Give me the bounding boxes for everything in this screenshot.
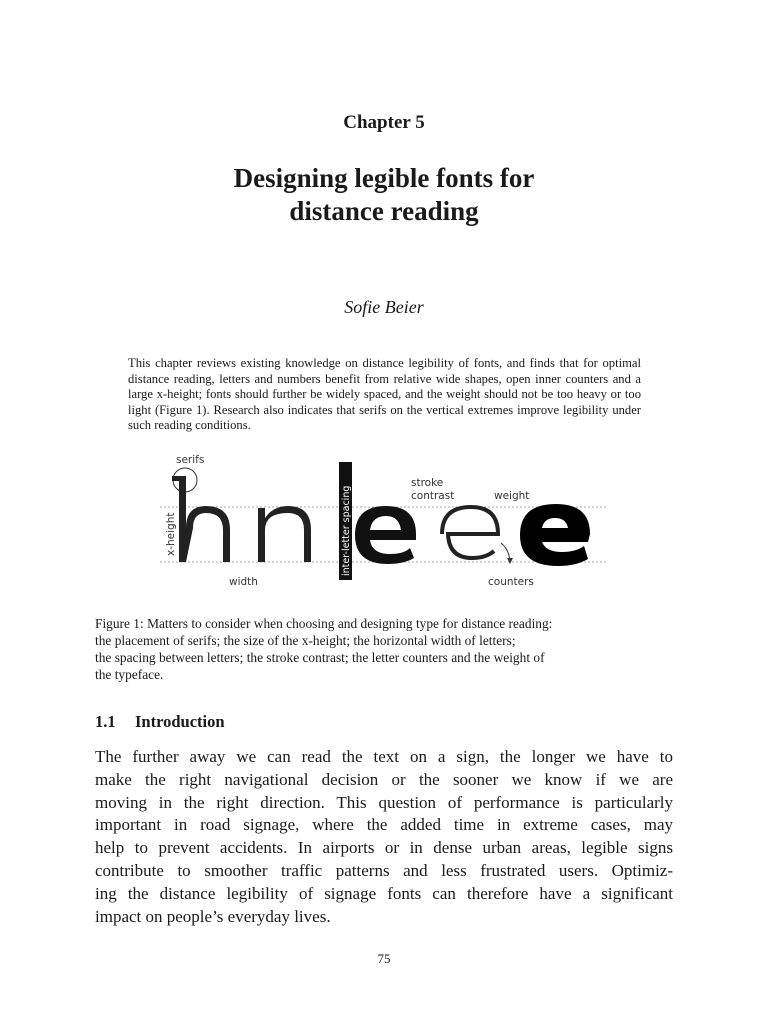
body-paragraph bbox=[95, 746, 673, 928]
contrast-label: contrast bbox=[411, 490, 455, 502]
weight-label: weight bbox=[494, 490, 530, 502]
counters-label: counters bbox=[488, 576, 534, 588]
chapter-abstract: This chapter reviews existing knowledge on distance legibility of fonts, and finds that for optimal distance reading, letters and numbers benefit from relative wide shapes, open inner counters and a large x-height; fonts should further be widely spaced, and the weight should not be too heavy or too light (Figure 1). Research also indicates that serifs on the vertical extremes improve legibility under such reading conditions. bbox=[128, 356, 641, 433]
caption-line: the typeface. bbox=[95, 667, 164, 682]
inter-letter-spacing-label: inter-letter spacing bbox=[341, 485, 352, 576]
section-title: Introduction bbox=[135, 712, 225, 731]
chapter-title-line: distance reading bbox=[289, 196, 479, 226]
body-line: moving in the right direction. This question of performance is particularly bbox=[95, 792, 673, 812]
section-heading bbox=[95, 712, 225, 732]
body-line: important in road signage, where the added time in extreme cases, may bbox=[95, 815, 673, 835]
page-number: 75 bbox=[377, 951, 391, 966]
stroke-label: stroke bbox=[411, 477, 444, 489]
letter-e-bold bbox=[355, 506, 416, 564]
x-height-label: x-height bbox=[165, 512, 177, 556]
counters-arrowhead bbox=[507, 558, 513, 564]
width-label: width bbox=[229, 576, 258, 588]
chapter-title-line: Designing legible fonts for bbox=[233, 163, 535, 193]
body-line: help to prevent accidents. In airports or in dense urban areas, legible signs bbox=[95, 838, 673, 858]
caption-line: the placement of serifs; the size of the x-height; the horizontal width of letters; bbox=[95, 633, 516, 648]
legibility-diagram bbox=[158, 448, 608, 594]
caption-line: the spacing between letters; the stroke contrast; the letter counters and the weight of bbox=[95, 650, 545, 665]
section-number: 1.1 bbox=[95, 712, 116, 731]
body-line: contribute to smoother traffic patterns and less frustrated users. Optimiz- bbox=[95, 860, 673, 880]
caption-line: Figure 1: Matters to consider when choosing and designing type for distance reading: bbox=[95, 616, 553, 631]
chapter-label: Chapter 5 bbox=[343, 112, 425, 133]
body-line: The further away we can read the text on a sign, the longer we have to bbox=[95, 747, 673, 766]
serifs-label: serifs bbox=[176, 454, 205, 466]
letter-e-heavy bbox=[520, 504, 590, 566]
letter-e-thin bbox=[442, 507, 498, 558]
letter-h bbox=[172, 476, 230, 562]
body-line: make the right navigational decision or the sooner we know if we are bbox=[95, 769, 673, 789]
letter-n bbox=[258, 506, 311, 562]
body-line: ing the distance legibility of signage fonts can therefore have a significant bbox=[95, 883, 673, 903]
counters-arrow bbox=[501, 543, 510, 560]
figure-1 bbox=[158, 448, 608, 594]
author-name: Sofie Beier bbox=[344, 297, 424, 317]
chapter-title bbox=[0, 162, 768, 228]
body-line: impact on people’s everyday lives. bbox=[95, 906, 331, 926]
figure-caption bbox=[95, 615, 655, 683]
